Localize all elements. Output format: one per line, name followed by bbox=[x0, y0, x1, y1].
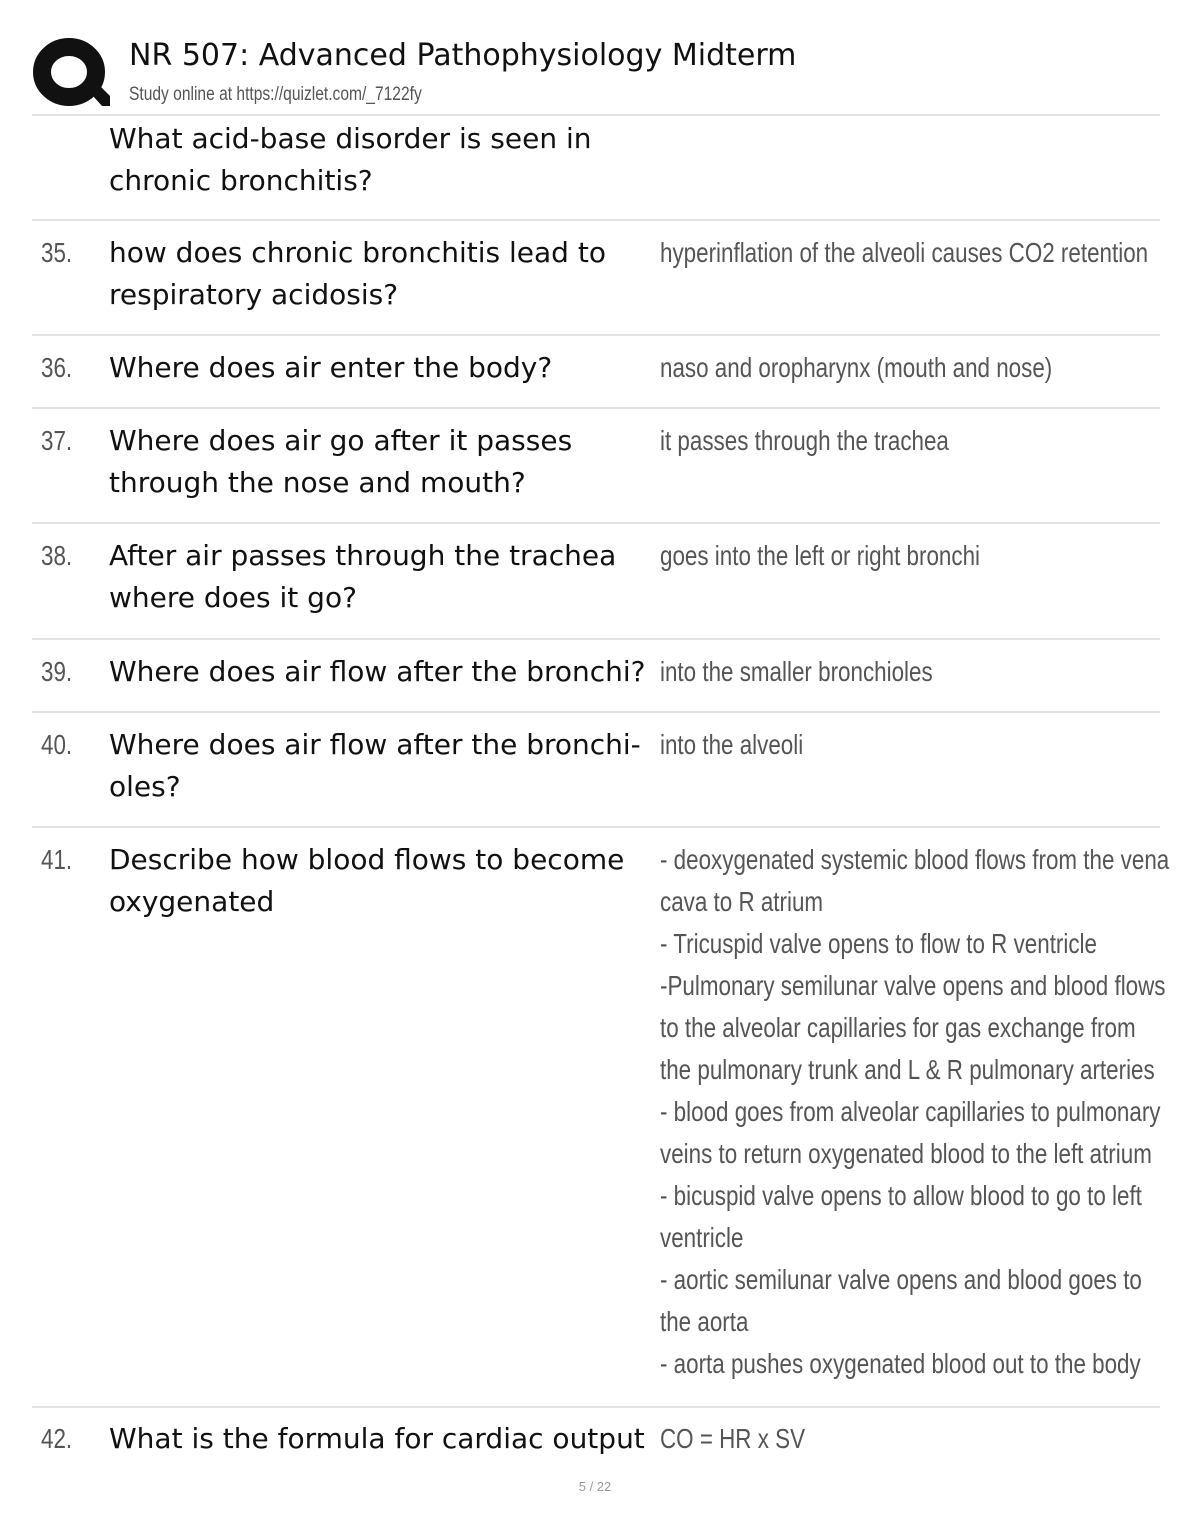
card-definition: - deoxygenated systemic blood flows from the vena cava to R atrium - Tricuspid valve opens to flow to R ventricle -Pulmonary semilunar valve opens and blood flows to the alveolar capillaries for gas exchange from the pulmonary trunk and L & R pulmonary arteries - blood goes from alveolar capillaries to pulmonary veins to return oxygenated blood to the left atrium - bicuspid valve opens to allow blood to go to left ventricle - aortic semilunar valve opens and blood goes to the aorta - aorta pushes oxygenated blood out to the body bbox=[660, 844, 1170, 1379]
card-term: Where does air flow after the bronchi- oles? bbox=[109, 728, 641, 803]
card-term: What acid-base disorder is seen in chronic bronchitis? bbox=[109, 122, 592, 197]
card-definition: hyperinflation of the alveoli causes CO2 retention bbox=[660, 237, 1149, 268]
card-definition: CO = HR x SV bbox=[660, 1423, 806, 1454]
divider bbox=[32, 826, 1160, 828]
divider bbox=[32, 219, 1160, 221]
card-definition: into the alveoli bbox=[660, 729, 804, 760]
card-number: 35. bbox=[41, 237, 73, 268]
card-term: After air passes through the trachea where does it go? bbox=[109, 539, 617, 614]
card-number: 39. bbox=[41, 656, 73, 687]
divider bbox=[32, 407, 1160, 409]
card-number: 41. bbox=[41, 844, 73, 875]
card-term: Where does air enter the body? bbox=[109, 351, 553, 384]
page-header bbox=[32, 36, 1160, 116]
divider bbox=[32, 114, 1160, 116]
card-term: What is the formula for cardiac output bbox=[109, 1422, 645, 1455]
card-definition: into the smaller bronchioles bbox=[660, 656, 933, 687]
study-online-link[interactable]: Study online at https://quizlet.com/_7122fy bbox=[129, 84, 422, 105]
page-indicator: 5 / 22 bbox=[578, 1479, 612, 1494]
card-definition: goes into the left or right bronchi bbox=[660, 540, 981, 571]
card-term: Describe how blood flows to become oxygenated bbox=[109, 843, 625, 918]
card-number: 37. bbox=[41, 425, 73, 456]
card-term: Where does air go after it passes through the nose and mouth? bbox=[109, 424, 573, 499]
divider bbox=[32, 334, 1160, 336]
divider bbox=[32, 638, 1160, 640]
quizlet-logo-icon bbox=[32, 36, 110, 108]
deck-title: NR 507: Advanced Pathophysiology Midterm bbox=[129, 38, 797, 73]
divider bbox=[32, 1406, 1160, 1408]
card-definition: it passes through the trachea bbox=[660, 425, 949, 456]
card-number: 40. bbox=[41, 729, 73, 760]
card-number: 36. bbox=[41, 352, 73, 383]
card-number: 42. bbox=[41, 1423, 73, 1454]
card-number: 38. bbox=[41, 540, 73, 571]
divider bbox=[32, 711, 1160, 713]
card-term: how does chronic bronchitis lead to respiratory acidosis? bbox=[109, 236, 606, 311]
card-term: Where does air flow after the bronchi? bbox=[109, 655, 646, 688]
divider bbox=[32, 522, 1160, 524]
card-definition: naso and oropharynx (mouth and nose) bbox=[660, 352, 1053, 383]
